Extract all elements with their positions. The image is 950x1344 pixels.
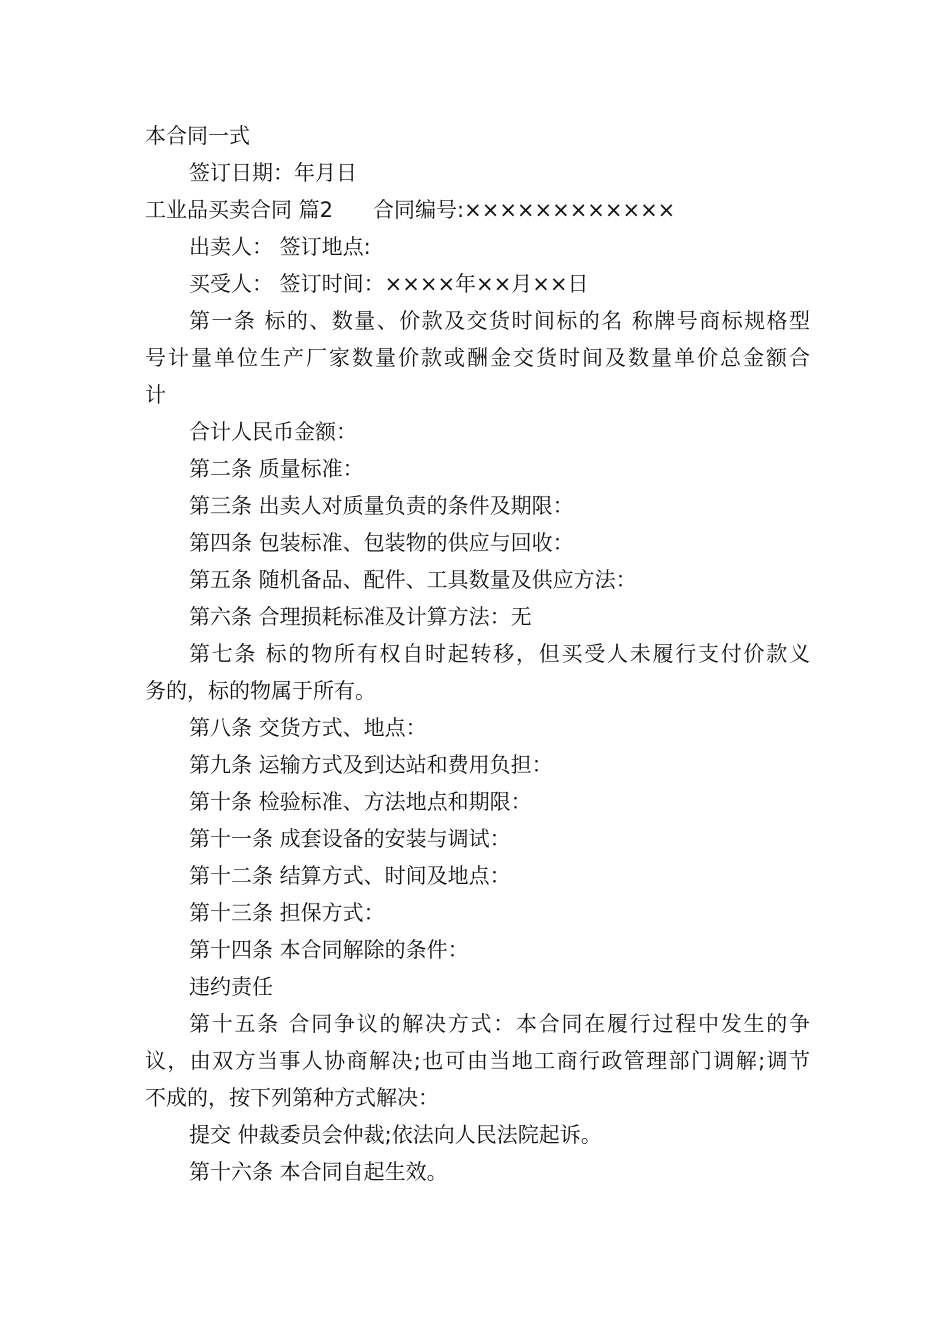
text-line: 第三条 出卖人对质量负责的条件及期限： (189, 494, 574, 518)
text-line: 买受人： 签订时间：××××年××月××日 (189, 272, 589, 296)
contract-title: 工业品买卖合同 篇2 (145, 198, 334, 222)
text-line: 第十六条 本合同自起生效。 (189, 1160, 448, 1184)
text-line: 不成的，按下列第种方式解决： (145, 1086, 439, 1110)
text-line: 本合同一式 (145, 124, 250, 148)
text-line: 第六条 合理损耗标准及计算方法：无 (189, 605, 532, 629)
text-line: 第十一条 成套设备的安装与调试： (189, 827, 511, 851)
contract-number: 合同编号:×××××××××××× (373, 198, 676, 222)
title-line (145, 192, 810, 229)
text-line: 第七条 标的物所有权自时起转移，但买受人未履行支付价款义 (189, 642, 810, 666)
text-line: 违约责任 (189, 975, 273, 999)
text-line: 签订日期：年月日 (189, 161, 357, 185)
text-line: 第十四条 本合同解除的条件： (189, 938, 469, 962)
text-line: 提交 仲裁委员会仲裁;依法向人民法院起诉。 (189, 1123, 602, 1147)
text-line: 出卖人： 签订地点: (189, 235, 371, 259)
text-line: 号计量单位生产厂家数量价款或酬金交货时间及数量单价总金额合 (145, 346, 810, 370)
text-line: 计 (145, 383, 166, 407)
text-line: 第八条 交货方式、地点： (189, 716, 427, 740)
text-line: 议，由双方当事人协商解决;也可由当地工商行政管理部门调解;调节 (145, 1049, 810, 1073)
text-line: 第十条 检验标准、方法地点和期限： (189, 790, 532, 814)
text-line: 第二条 质量标准： (189, 457, 364, 481)
text-line: 合计人民币金额： (189, 420, 357, 444)
text-line: 第九条 运输方式及到达站和费用负担： (189, 753, 553, 777)
text-line: 第十五条 合同争议的解决方式：本合同在履行过程中发生的争 (189, 1012, 810, 1036)
text-line: 第一条 标的、数量、价款及交货时间标的名 称牌号商标规格型 (189, 309, 810, 333)
text-line: 第四条 包装标准、包装物的供应与回收： (189, 531, 574, 555)
text-line: 务的，标的物属于所有。 (145, 679, 376, 703)
text-line: 第十三条 担保方式： (189, 901, 385, 925)
text-line: 第十二条 结算方式、时间及地点： (189, 864, 511, 888)
text-line: 第五条 随机备品、配件、工具数量及供应方法： (189, 568, 637, 592)
